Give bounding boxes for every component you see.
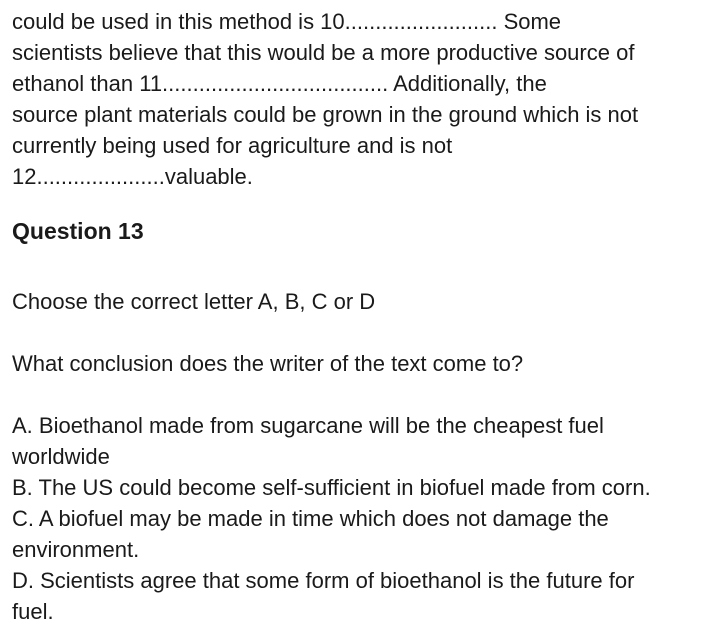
answer-option-c (12, 503, 651, 565)
question-prompt: What conclusion does the writer of the text come to? (12, 351, 524, 376)
question-prompt-block (12, 348, 523, 379)
answer-option-d (12, 565, 651, 627)
option-line: B. The US could become self-sufficient in biofuel made from corn. (12, 475, 651, 500)
paragraph-line: currently being used for agriculture and is not (12, 133, 453, 158)
option-line: environment. (12, 537, 140, 562)
document-page (12, 0, 702, 624)
paragraph-line: ethanol than 11..................................... Additionally, the (12, 71, 547, 96)
paragraph-line: could be used in this method is 10......................... Some (12, 9, 562, 34)
option-line: fuel. (12, 599, 54, 624)
paragraph-line: scientists believe that this would be a more productive source of (12, 40, 635, 65)
answer-options (12, 410, 651, 627)
question-instruction: Choose the correct letter A, B, C or D (12, 289, 376, 314)
answer-option-b (12, 472, 651, 503)
answer-option-a (12, 410, 651, 472)
option-line: D. Scientists agree that some form of bioethanol is the future for (12, 568, 635, 593)
question-instruction-block (12, 286, 375, 317)
question-heading: Question 13 (12, 218, 144, 244)
paragraph-line: 12.....................valuable. (12, 164, 253, 189)
option-line: A. Bioethanol made from sugarcane will be the cheapest fuel (12, 413, 604, 438)
passage-summary-paragraph (12, 6, 702, 192)
option-line: C. A biofuel may be made in time which does not damage the (12, 506, 609, 531)
option-line: worldwide (12, 444, 110, 469)
paragraph-line: source plant materials could be grown in the ground which is not (12, 102, 639, 127)
